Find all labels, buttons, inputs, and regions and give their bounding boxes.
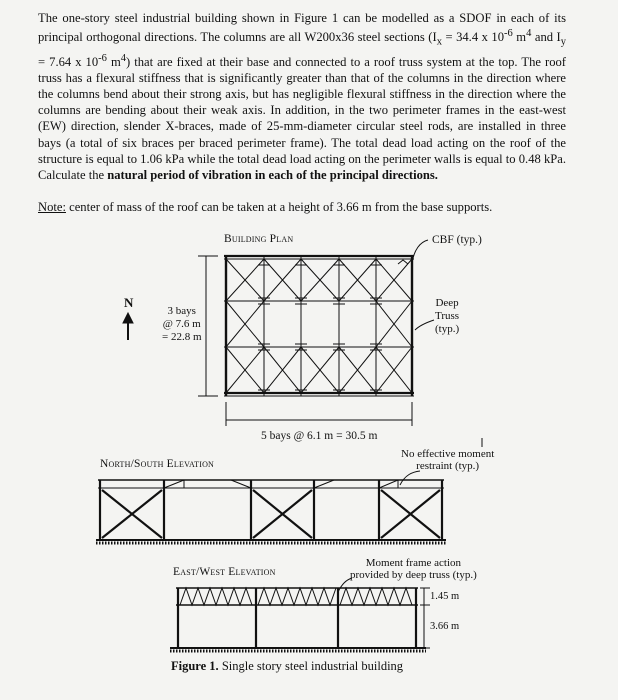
cbf-leader xyxy=(412,240,428,263)
figure-caption: Figure 1. Single story steel industrial building xyxy=(171,659,404,673)
north-arrow xyxy=(123,313,133,340)
column-marker xyxy=(398,260,408,264)
plan-grid xyxy=(224,256,414,396)
deep-truss-label: Deep Truss (typ.) xyxy=(435,297,460,335)
north-label: N xyxy=(124,295,134,310)
cbf-label: CBF (typ.) xyxy=(432,234,482,246)
plan-bottom-dimension: 5 bays @ 6.1 m = 30.5 m xyxy=(261,430,378,442)
truss-depth-dimension: 1.45 m xyxy=(430,591,460,602)
ns-elevation-frame xyxy=(96,480,446,543)
ns-elevation-title: North/South Elevation xyxy=(100,458,215,470)
height-dimension: 3.66 m xyxy=(430,621,460,632)
bold-question: natural period of vibration in each of the principal directions. xyxy=(107,167,438,182)
note: Note: center of mass of the roof can be taken at a height of 3.66 m from the base supports. xyxy=(38,200,493,214)
plan-title: Building Plan xyxy=(224,233,294,245)
ns-elevation-note: No effective moment restraint (typ.) xyxy=(401,448,495,472)
restraint-leader xyxy=(400,471,420,485)
problem-statement: The one-story steel industrial building shown in Figure 1 can be modelled as a SDOF in each of its principal orthogonal directions. The columns are all W200x36 steel sections ($I_x = 34.4$ x $10^{-6}$ $m^4$ and $I_y = 7.64$ x $10^{-6}$ $m^4$) that are fixed at their base and connected to a roof truss system at the top. The roof truss has a flexural stiffness that is significantly greater than that of the columns in the direction where the columns bend about their strong axis, but has negligible flexural stiffness in the direction where the columns are bending about their weak axis. In addition, in the two perimeter frames in the east-west (EW) direction, slender X-braces, made of 25-mm-diameter circular steel rods, are installed in three bays (a total of six braces per braced perimeter frame). The total dead load acting on the roof of the structure is equal to 1.06 kPa while the total dead load acting on the perimeter walls is equal to 0.48 kPa. Calculate the natural period of vibration in each of the principal directions. xyxy=(38,11,566,182)
iy-symbol: $I_y$ xyxy=(556,30,566,48)
ew-elevation-frame xyxy=(170,588,430,651)
ew-elevation-title: East/West Elevation xyxy=(173,566,276,578)
ix-symbol: $I_x$ xyxy=(432,30,442,48)
plan-bays-label: 3 bays @ 7.6 m = 22.8 m xyxy=(162,305,202,343)
ew-elevation-note: Moment frame action provided by deep truss (typ.) xyxy=(350,557,477,581)
deep-truss-leader xyxy=(415,320,434,330)
plan-horizontal-dimension xyxy=(226,402,412,426)
